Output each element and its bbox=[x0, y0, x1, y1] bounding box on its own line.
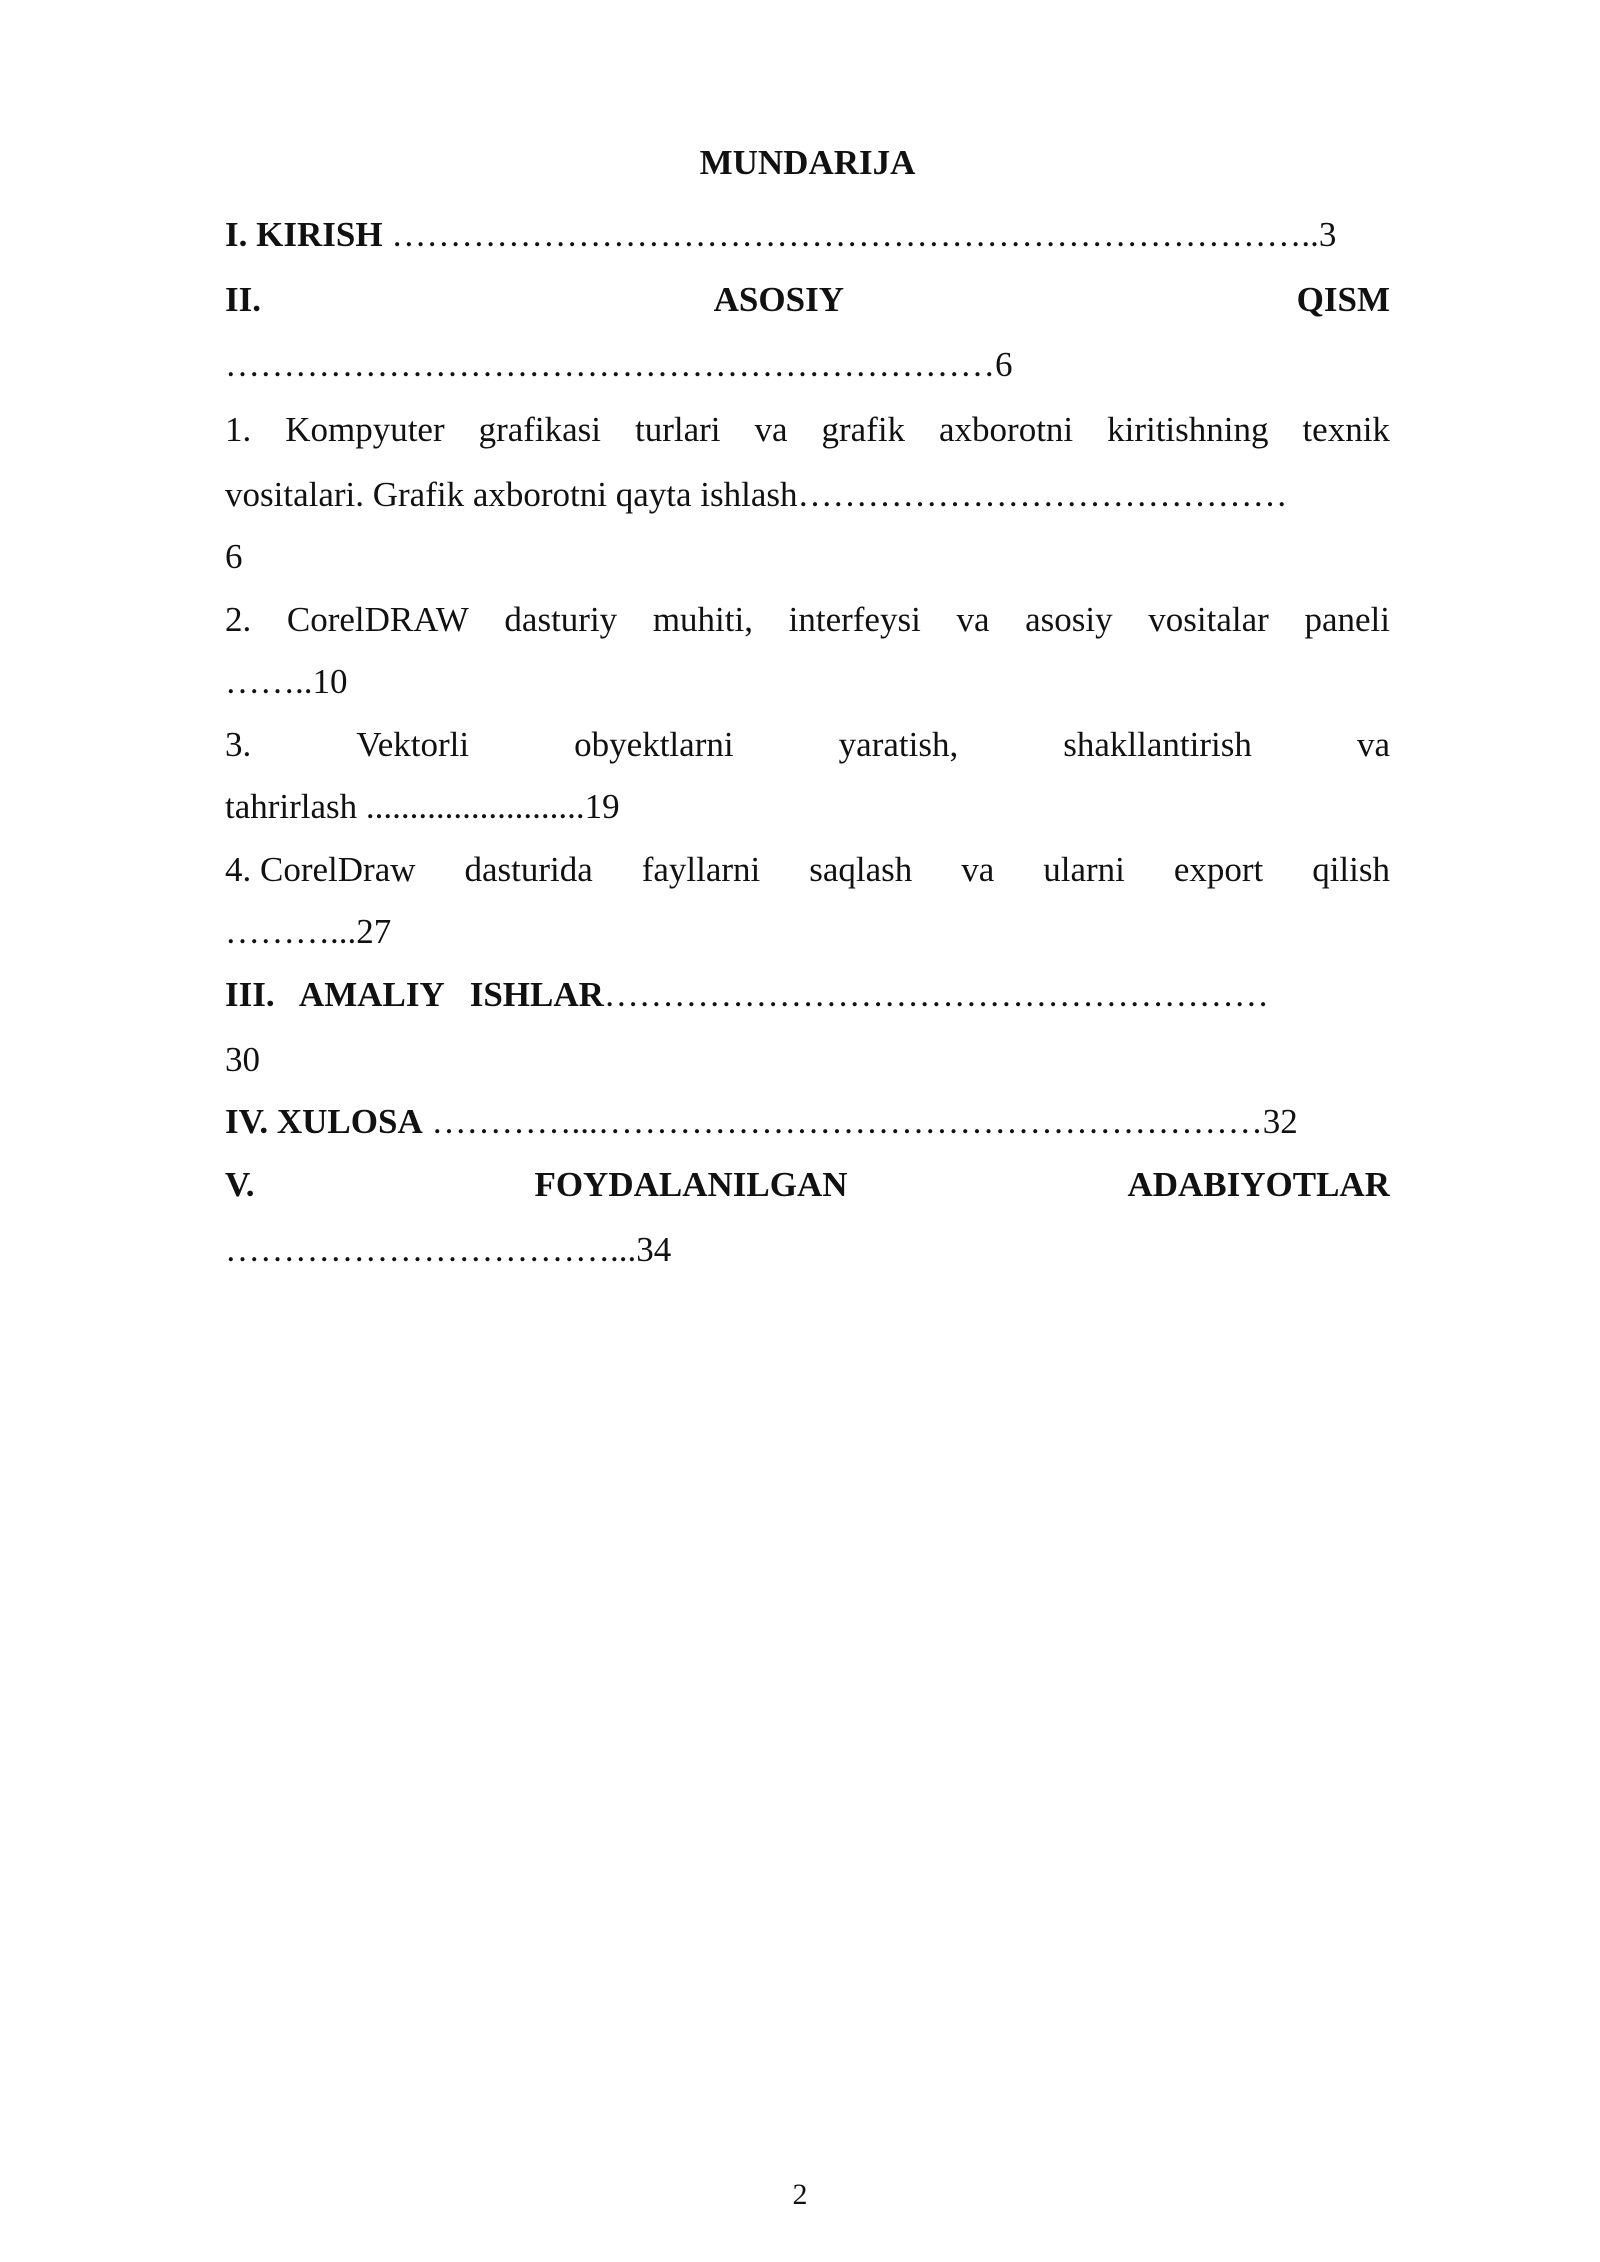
toc-entry-item1-page bbox=[225, 527, 1390, 587]
toc-page-number: 6 bbox=[225, 537, 243, 576]
toc-word: asosiy bbox=[1025, 600, 1113, 639]
toc-word: fayllarni bbox=[641, 850, 761, 889]
toc-entry-text: vositalari. Grafik axborotni qayta ishlash…………………………………… bbox=[225, 475, 1288, 514]
toc-word: export bbox=[1173, 850, 1264, 889]
toc-word: vositalar bbox=[1148, 600, 1269, 639]
toc-word: axborotni bbox=[939, 410, 1074, 449]
toc-entry-item1 bbox=[225, 397, 1390, 462]
toc-word: kiritishning bbox=[1107, 410, 1269, 449]
toc-page-number: 30 bbox=[225, 1040, 260, 1079]
toc-entry-word: QISM bbox=[1296, 280, 1390, 319]
toc-word: muhiti, bbox=[652, 600, 753, 639]
toc-word: yaratish, bbox=[838, 725, 959, 764]
toc-entry-adabiyot-leader bbox=[225, 1217, 1390, 1282]
toc-word: 1. bbox=[225, 410, 252, 449]
toc-entry-roman: V. bbox=[225, 1165, 255, 1204]
toc-entry-leader: ……………………………………………………………………..3 bbox=[382, 215, 1337, 254]
toc-entry-item1-line2 bbox=[225, 462, 1390, 527]
toc-entry-leader: ……………………………...34 bbox=[225, 1230, 672, 1269]
toc-word: paneli bbox=[1304, 600, 1390, 639]
toc-word: turlari bbox=[634, 410, 721, 449]
toc-entry-word: ASOSIY bbox=[713, 280, 844, 319]
toc-word: ularni bbox=[1043, 850, 1125, 889]
toc-word: saqlash bbox=[809, 850, 913, 889]
toc-word: grafikasi bbox=[478, 410, 602, 449]
toc-entry-xulosa bbox=[225, 1092, 1390, 1152]
toc-word: va bbox=[961, 850, 995, 889]
toc-entry-label: I. KIRISH bbox=[225, 215, 383, 254]
toc-entry-asosiy-leader bbox=[225, 332, 1390, 397]
toc-word: 2. bbox=[225, 600, 252, 639]
toc-entry-label: III. AMALIY ISHLAR bbox=[225, 975, 604, 1014]
toc-entry-item2-line2 bbox=[225, 652, 1390, 712]
toc-entry-amaliy bbox=[225, 962, 1390, 1027]
toc-entry-word: FOYDALANILGAN bbox=[534, 1165, 848, 1204]
page-number: 2 bbox=[792, 2178, 808, 2211]
toc-entry-leader: ………………………………………………… bbox=[603, 975, 1269, 1014]
toc-word: Vektorli bbox=[356, 725, 470, 764]
toc-entry-item3-line2 bbox=[225, 777, 1390, 837]
toc-entry-roman: II. bbox=[225, 280, 261, 319]
table-of-contents bbox=[225, 138, 1390, 1282]
toc-word: texnik bbox=[1302, 410, 1390, 449]
toc-entry-text: ……..10 bbox=[225, 662, 348, 701]
toc-title: MUNDARIJA bbox=[699, 143, 916, 182]
toc-word: dasturiy bbox=[504, 600, 618, 639]
toc-word: interfeysi bbox=[788, 600, 921, 639]
toc-word: grafik bbox=[821, 410, 906, 449]
toc-entry-item4 bbox=[225, 837, 1390, 902]
toc-entry-adabiyot bbox=[225, 1152, 1390, 1217]
toc-word: 4. CorelDraw bbox=[225, 850, 416, 889]
toc-entry-text: ………...27 bbox=[225, 912, 392, 951]
toc-word: va bbox=[956, 600, 990, 639]
toc-word: qilish bbox=[1312, 850, 1390, 889]
toc-word: Kompyuter bbox=[285, 410, 445, 449]
toc-entry-asosiy bbox=[225, 267, 1390, 332]
toc-entry-kirish bbox=[225, 202, 1390, 267]
toc-word: shakllantirish bbox=[1063, 725, 1252, 764]
toc-entry-amaliy-page bbox=[225, 1027, 1390, 1092]
toc-word: obyektlarni bbox=[574, 725, 734, 764]
toc-entry-item2 bbox=[225, 587, 1390, 652]
toc-word: CorelDRAW bbox=[286, 600, 469, 639]
toc-entry-item4-line2 bbox=[225, 902, 1390, 962]
toc-entry-leader: …………………………………………………………6 bbox=[225, 345, 1013, 384]
toc-entry-leader: …………...…………………………………………………32 bbox=[422, 1102, 1298, 1141]
toc-word: va bbox=[1356, 725, 1390, 764]
toc-entry-word: ADABIYOTLAR bbox=[1127, 1165, 1390, 1204]
toc-entry-label: IV. XULOSA bbox=[225, 1102, 423, 1141]
toc-word: va bbox=[754, 410, 788, 449]
toc-word: 3. bbox=[225, 725, 252, 764]
toc-entry-item3 bbox=[225, 712, 1390, 777]
toc-entry-text: tahrirlash .........................19 bbox=[225, 787, 620, 826]
toc-word: dasturida bbox=[464, 850, 593, 889]
